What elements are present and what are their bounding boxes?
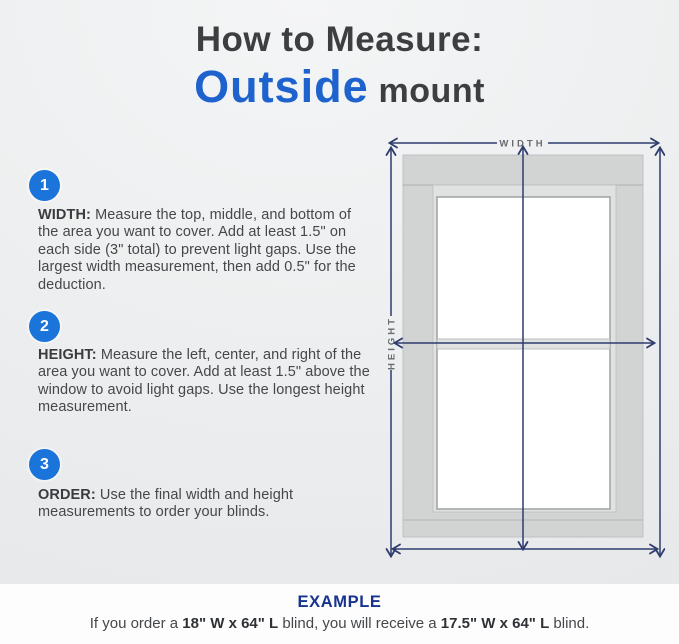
step-3-text	[38, 487, 372, 522]
step-2-text	[38, 347, 372, 417]
step-1-label: WIDTH:	[38, 207, 91, 223]
title-line1: How to Measure:	[195, 20, 484, 59]
step-3-body: Use the final width and height measurements to order your blinds.	[38, 487, 294, 521]
page-title	[0, 22, 679, 110]
step-1-badge	[29, 170, 60, 201]
step-1-number: 1	[40, 176, 49, 194]
example-receive-size: 17.5" W x 64" L	[440, 615, 550, 632]
example-section	[0, 584, 679, 644]
width-label: WIDTH	[499, 138, 546, 150]
example-prefix: If you order a	[89, 615, 183, 632]
step-1-body: Measure the top, middle, and bottom of the area you want to cover. Add at least 1.5" on each side (3" total) to prevent light gaps. Use the largest width measurement, then add 0.5" for the deduction.	[38, 207, 357, 293]
example-heading: EXAMPLE	[297, 593, 382, 611]
window-measurement-diagram	[383, 136, 665, 562]
title-highlight: Outside	[194, 60, 369, 112]
step-2-badge	[29, 311, 60, 342]
step-3-badge	[29, 449, 60, 480]
example-order-size: 18" W x 64" L	[182, 615, 279, 632]
step-2-body: Measure the left, center, and right of the area you want to cover. Add at least 1.5" above the window to avoid light gaps. Use the longest height measurement.	[38, 347, 370, 416]
title-line2	[0, 60, 679, 112]
step-2-number: 2	[40, 317, 49, 335]
height-label: HEIGHT	[386, 316, 398, 370]
step-3-number: 3	[40, 455, 49, 473]
example-sentence	[0, 615, 679, 632]
title-suffix: mount	[368, 71, 485, 110]
example-middle: blind, you will receive a	[278, 615, 441, 632]
step-1-text	[38, 207, 372, 294]
step-3-label: ORDER:	[38, 487, 96, 503]
step-2-label: HEIGHT:	[38, 347, 97, 363]
example-suffix: blind.	[549, 615, 590, 632]
